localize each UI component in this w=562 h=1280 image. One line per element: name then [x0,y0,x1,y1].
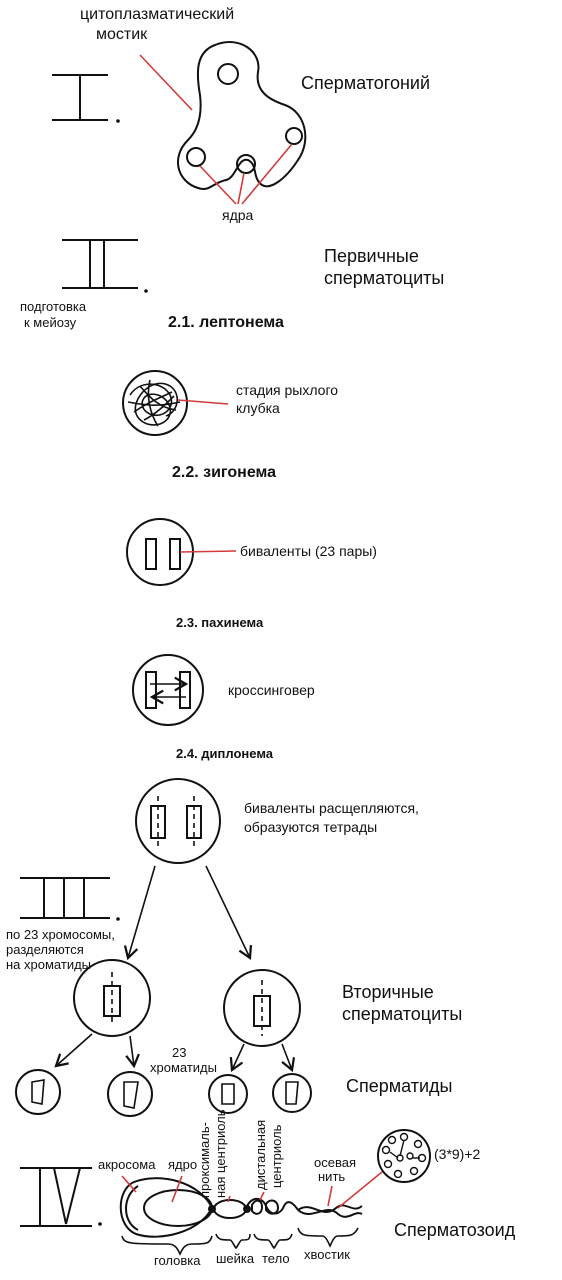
body-label: тело [262,1251,290,1266]
axoneme-cross-section [378,1130,430,1182]
division-arrows [128,866,250,958]
spermatid-3 [209,1075,247,1113]
distal-centriole-line2: центриоль [269,1124,284,1188]
pachynema-title: 2.3. пахинема [176,615,264,630]
primary-spermatocytes-line1: Первичные [324,246,419,266]
crossing-chromosome-right [180,672,190,708]
spermatid-4 [273,1074,311,1112]
bivalent-left [146,539,156,569]
meiosis-prep-line2: к мейозу [24,315,77,330]
axial-filament-line1: осевая [314,1155,356,1170]
diplonema-cell [136,779,220,863]
bridge-label-line2: мостик [96,26,148,43]
zygonema-title: 2.2. зигонема [172,464,277,481]
nucleus-top [218,64,238,84]
proximal-centriole-line2: ная центриоль [213,1109,228,1198]
proximal-centriole-line1: проксималь- [197,1122,212,1198]
diplonema-note-line1: биваленты расщепляются, [244,800,419,816]
spermatid-2 [108,1072,152,1116]
chromatid-note-line2: разделяются [6,942,84,957]
axoneme-formula: (3*9)+2 [434,1146,481,1162]
acrosome-label: акросома [98,1157,156,1172]
pachynema-cell [133,655,203,725]
nuclei-label: ядра [222,207,254,223]
pachynema-note: кроссинговер [228,682,315,698]
secondary-spermatocytes-line2: сперматоциты [342,1004,463,1024]
pointer-lines-stage1 [140,55,292,204]
pointer-zygonema [180,551,236,552]
nucleus-left [187,148,205,166]
crossing-chromosome-left [146,672,156,708]
spermatogonium-label: Сперматогоний [301,73,431,93]
pointer-leptonema [178,400,228,404]
numeral-i-glyph [52,75,108,120]
leptonema-note-line2: клубка [236,400,280,416]
numeral-ii-glyph [62,240,138,288]
diplonema-title: 2.4. диплонема [176,746,274,761]
leptonema-title: 2.1. лептонема [168,314,284,331]
leptonema-note-line1: стадия рыхлого [236,382,339,398]
primary-spermatocytes-line2: сперматоциты [324,268,445,288]
spermatozoon-label: Сперматозоид [394,1220,516,1240]
microtubule-doublets [383,1134,426,1178]
numeral-iii-glyph [20,878,110,918]
zygonema-note: биваленты (23 пары) [240,543,377,559]
chromatid-note-line1: по 23 хромосомы, [6,927,115,942]
axial-filament-line2: нить [318,1169,346,1184]
spermatid-1 [16,1070,60,1114]
nucleus-label: ядро [168,1157,198,1172]
spermatogonium-cell [178,42,305,189]
numeral-iv-glyph [20,1168,92,1226]
meiosis-prep-line1: подготовка [20,299,87,314]
spermatids-label: Сперматиды [346,1076,453,1096]
secondary-spermatocytes-line1: Вторичные [342,982,434,1002]
diplonema-note-line2: образуются тетрады [244,819,378,835]
chromatid-count: 23 [172,1045,187,1060]
bivalent-right [170,539,180,569]
distal-centriole-line1: дистальная [253,1119,268,1190]
chromatid-label: хроматиды [150,1060,217,1075]
chromatin-tangle [128,380,180,426]
neck-label: шейка [216,1251,255,1266]
nucleus-right [286,128,302,144]
spermatozoon [121,1178,362,1237]
tail-label: хвостик [304,1247,350,1262]
chromatid-note-line3: на хроматиды [6,957,92,972]
bridge-label-line1: цитоплазматический [80,6,235,23]
head-label: головка [154,1253,201,1268]
